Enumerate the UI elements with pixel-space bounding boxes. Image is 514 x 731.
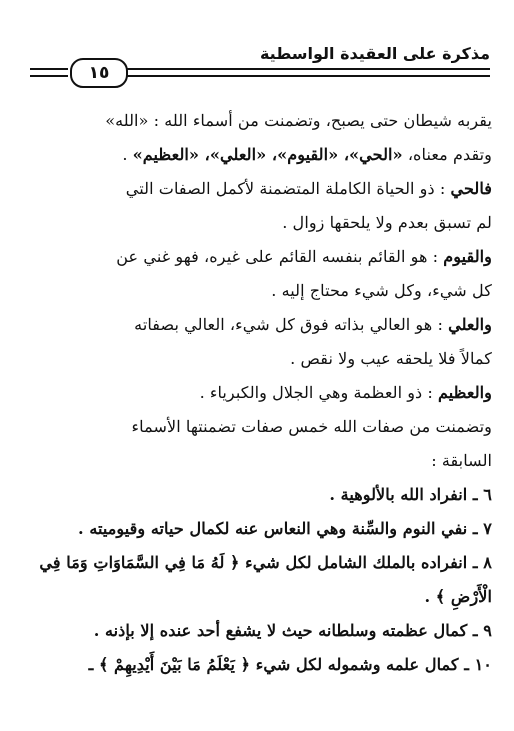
text-line <box>26 104 492 138</box>
text-segment: : ذو الحياة الكاملة المتضمنة لأكمل الصفات التي <box>125 179 451 198</box>
text-segment: كمالاً فلا يلحقه عيب ولا نقص . <box>290 349 492 368</box>
header-rule-bottom <box>126 75 490 77</box>
bold-term: ٩ ـ كمال عظمته وسلطانه حيث لا يشفع أحد عنده إلا بإذنه . <box>93 621 492 640</box>
text-segment: كل شيء، وكل شيء محتاج إليه . <box>271 281 492 300</box>
bold-term: الْأَرْضِ ﴾ . <box>424 587 492 606</box>
text-line <box>26 648 492 682</box>
text-segment: وتقدم معناه، <box>402 145 492 164</box>
text-line <box>26 580 492 614</box>
bold-term: والعلي <box>448 315 492 334</box>
bold-term: ٨ ـ انفراده بالملك الشامل لكل شيء ﴿ لَهُ مَا فِي السَّمَاوَاتِ وَمَا فِي <box>39 553 492 572</box>
text-segment: . <box>122 145 133 164</box>
text-line <box>26 308 492 342</box>
text-segment: لم تسبق بعدم ولا يلحقها زوال . <box>282 213 492 232</box>
bold-term: والقيوم <box>443 247 492 266</box>
text-line <box>26 274 492 308</box>
text-segment: وتضمنت من صفات الله خمس صفات تضمنتها الأسماء <box>131 417 492 436</box>
text-segment: : هو القائم بنفسه القائم على غيره، فهو غني عن <box>116 247 444 266</box>
text-line <box>26 138 492 172</box>
header-rule-top <box>126 68 490 70</box>
book-title: مذكرة على العقيدة الواسطية <box>259 44 490 63</box>
bold-term: والعظيم <box>438 383 492 402</box>
text-line <box>26 342 492 376</box>
text-segment: يقربه شيطان حتى يصبح، وتضمنت من أسماء الله : «الله» <box>105 111 492 130</box>
text-line <box>26 172 492 206</box>
text-segment: : ذو العظمة وهي الجلال والكبرياء . <box>199 383 438 402</box>
header-rule-left-bottom <box>30 75 68 77</box>
text-line <box>26 206 492 240</box>
bold-term: ١٠ ـ كمال علمه وشموله لكل شيء ﴿ يَعْلَمُ مَا بَيْنَ أَيْدِيهِمْ ﴾ ـ <box>88 655 492 674</box>
text-line <box>26 376 492 410</box>
text-line <box>26 240 492 274</box>
bold-term: «الحي»، «القيوم»، «العلي»، «العظيم» <box>132 145 403 164</box>
body-text <box>26 104 492 682</box>
text-line <box>26 546 492 580</box>
page-header <box>30 40 490 92</box>
bold-term: ٧ ـ نفي النوم والسِّنة وهي النعاس عنه لكمال حياته وقيوميته . <box>78 519 492 538</box>
text-line <box>26 512 492 546</box>
bold-term: ٦ ـ انفراد الله بالألوهية . <box>329 485 492 504</box>
text-line <box>26 444 492 478</box>
text-line <box>26 410 492 444</box>
text-line <box>26 478 492 512</box>
text-line <box>26 614 492 648</box>
text-segment: السابقة : <box>431 451 492 470</box>
page-number-badge: ١٥ <box>70 58 128 88</box>
text-segment: : هو العالي بذاته فوق كل شيء، العالي بصفاته <box>134 315 449 334</box>
bold-term: فالحي <box>450 179 492 198</box>
header-rule-left-top <box>30 68 68 70</box>
